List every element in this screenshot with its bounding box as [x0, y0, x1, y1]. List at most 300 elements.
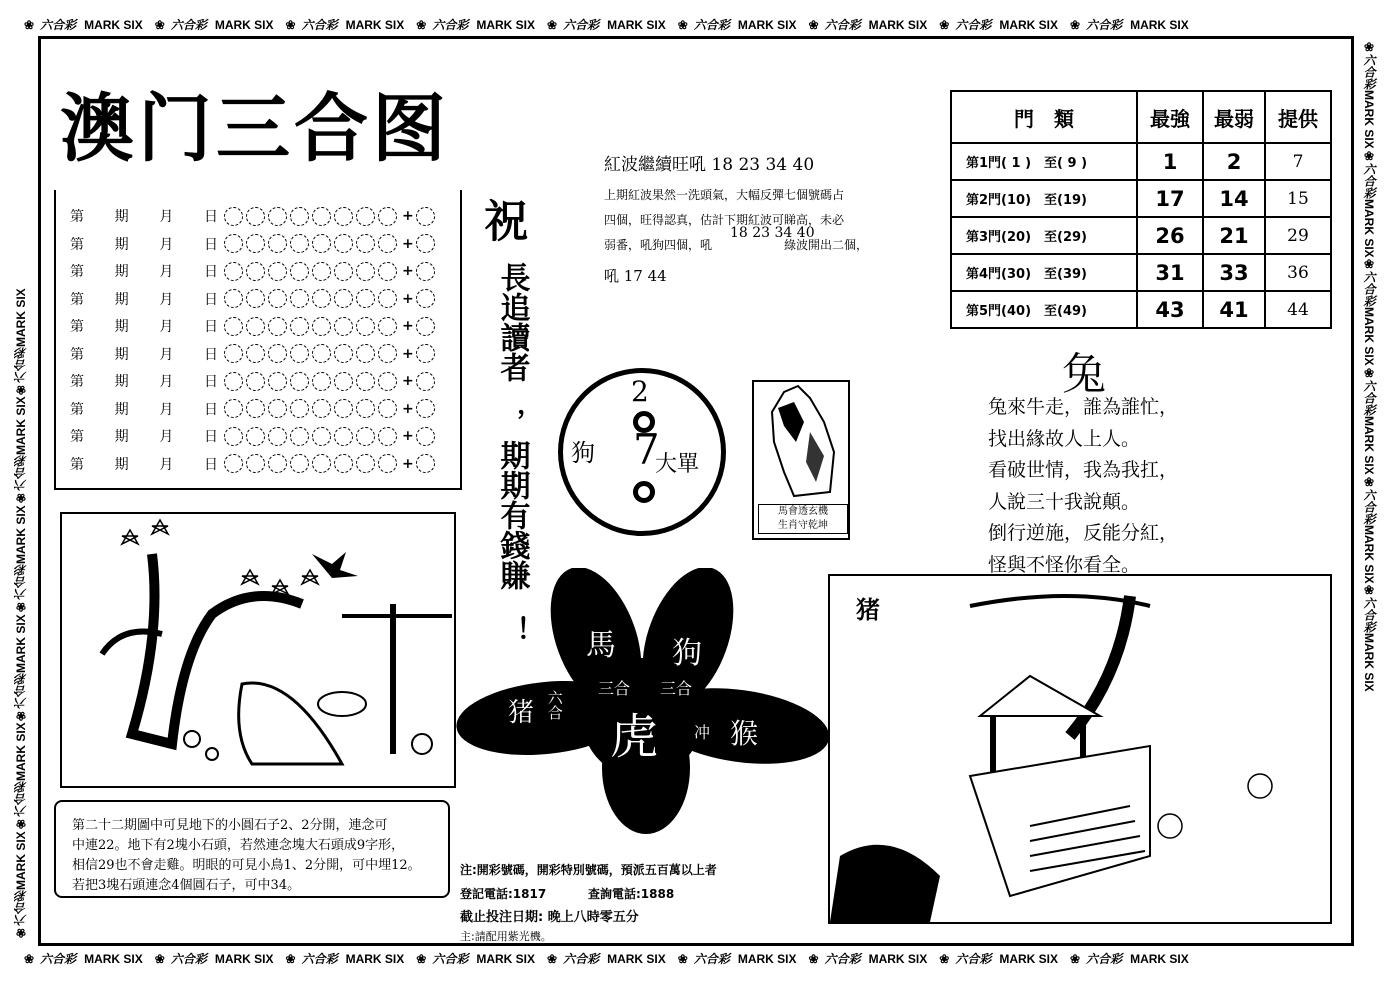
number-slot: [356, 317, 375, 336]
number-slot: [334, 234, 353, 253]
poem-line: 怪與不怪你看全。: [988, 553, 1141, 576]
border-brand-cn: 六合彩: [14, 672, 28, 709]
gate-weak: 41: [1203, 291, 1265, 328]
border-brand-cn: 六合彩: [1362, 271, 1376, 308]
border-brand-en: MARK SIX: [476, 18, 535, 32]
gate-table: [950, 90, 1332, 329]
plus-sign: +: [402, 318, 414, 334]
border-brand-cn: 六合彩: [824, 952, 861, 966]
border-brand-cn: 六合彩: [955, 18, 992, 32]
top-border: [18, 16, 1374, 36]
special-number-slot: [416, 399, 435, 418]
number-slot: [290, 262, 309, 281]
border-brand-en: MARK SIX: [737, 18, 797, 32]
number-slot: [378, 454, 397, 473]
draw-row-col4: 日: [203, 291, 218, 308]
draw-row-col4: 日: [203, 319, 218, 335]
number-slot: [378, 399, 397, 418]
draw-row-col1: 第: [70, 401, 84, 418]
border-brand-cn: 六合彩: [824, 18, 861, 32]
border-flower-icon: ❀: [24, 18, 35, 32]
draw-row: [70, 204, 438, 228]
horse-head-icon: [754, 382, 848, 504]
border-brand-en: MARK SIX: [999, 952, 1058, 966]
poem-line: 倒行逆施，反能分紅，: [988, 522, 1179, 544]
border-brand-en: MARK SIX: [1362, 198, 1376, 258]
tree-picture: [60, 512, 456, 788]
border-flower-icon: ❀: [939, 18, 950, 32]
number-slot: [356, 207, 375, 226]
number-slot: [224, 344, 243, 363]
number-slot: [246, 399, 265, 418]
left-border: [12, 40, 32, 940]
border-brand-en: MARK SIX: [476, 952, 535, 966]
draw-row-col3: 月: [159, 209, 174, 225]
draw-row: [70, 369, 438, 393]
gate-provide: 44: [1265, 291, 1331, 328]
number-slot: [246, 207, 265, 226]
pig-label: 猪: [856, 596, 880, 624]
draw-row-col2: 期: [114, 401, 129, 418]
border-brand-en: MARK SIX: [737, 952, 797, 966]
border-brand-en: MARK SIX: [345, 952, 405, 966]
draw-row-col3: 月: [159, 346, 174, 363]
number-slot: [224, 262, 243, 281]
number-slot: [268, 427, 287, 446]
border-brand-cn: 六合彩: [40, 952, 77, 966]
draw-row-label: [70, 289, 224, 309]
gate-weak: 33: [1203, 254, 1265, 291]
gate-strong: 17: [1137, 180, 1203, 217]
blessing-excl: ！: [498, 616, 532, 644]
border-brand-en: MARK SIX: [1362, 416, 1376, 475]
number-slot: [334, 454, 353, 473]
poem-line: 兔來牛走，誰為誰忙，: [988, 396, 1179, 418]
border-brand-cn: 六合彩: [1086, 18, 1123, 32]
gate-row: [951, 217, 1331, 254]
gate-weak: 2: [1203, 143, 1265, 180]
border-brand-en: MARK SIX: [1362, 90, 1376, 149]
border-brand-en: MARK SIX: [607, 18, 666, 32]
number-slot: [268, 372, 287, 391]
border-brand-cn: 六合彩: [432, 18, 469, 32]
plus-sign: +: [402, 373, 414, 389]
draw-row-col2: 期: [114, 264, 129, 280]
number-slot: [268, 454, 287, 473]
border-brand-en: MARK SIX: [14, 613, 28, 673]
border-brand-cn: 六合彩: [693, 952, 730, 966]
rabbit-heading: 兔: [1062, 349, 1106, 400]
draw-row: [70, 287, 438, 311]
border-brand-en: MARK SIX: [345, 18, 405, 32]
number-slot: [224, 372, 243, 391]
number-slot: [356, 372, 375, 391]
circle-dot-bottom: [633, 481, 655, 503]
border-brand-cn: 六合彩: [14, 890, 28, 926]
border-flower-icon: ❀: [1362, 40, 1376, 54]
number-slot: [378, 344, 397, 363]
draw-row-col1: 第: [70, 346, 84, 363]
number-slot: [246, 372, 265, 391]
red-wave-section: [604, 150, 894, 286]
gate-row: [951, 143, 1331, 180]
border-brand-cn: 六合彩: [301, 952, 338, 966]
number-slot: [268, 317, 287, 336]
number-slot: [378, 372, 397, 391]
draw-row-col2: 期: [114, 374, 129, 390]
number-slot: [378, 427, 397, 446]
border-brand-cn: 六合彩: [1362, 488, 1376, 525]
gate-label: 第5門(40) 至(49): [951, 291, 1137, 328]
draw-row-col3: 月: [159, 374, 174, 390]
border-flower-icon: ❀: [547, 18, 558, 32]
border-flower-icon: ❀: [14, 817, 28, 832]
draw-row-col1: 第: [70, 291, 84, 308]
red-wave-body2: 四個，旺得認真，估計下期紅波可睇高，未必: [604, 213, 845, 228]
footnote: 主:請配用紫光機。: [460, 930, 552, 943]
draw-row-col3: 月: [159, 429, 174, 445]
number-slot: [356, 289, 375, 308]
border-flower-icon: ❀: [24, 952, 35, 966]
number-slot: [224, 289, 243, 308]
contact-info: [460, 858, 717, 944]
draw-row-col3: 月: [159, 456, 174, 473]
header-strong: 最強: [1137, 91, 1203, 143]
draw-row-label: [70, 261, 224, 281]
special-number-slot: [416, 372, 435, 391]
gate-strong: 26: [1137, 217, 1203, 254]
gate-row: [951, 180, 1331, 217]
border-brand-en: MARK SIX: [1130, 952, 1189, 966]
border-brand-cn: 六合彩: [170, 18, 207, 32]
number-slot: [246, 262, 265, 281]
plus-sign: +: [402, 263, 414, 279]
number-slot: [312, 427, 331, 446]
draw-row: [70, 342, 438, 366]
draw-row-col2: 期: [114, 346, 129, 363]
deadline: 截止投注日期: 晚上八時零五分: [460, 910, 639, 925]
plus-sign: +: [402, 235, 414, 252]
page-title: 澳门三合图: [60, 86, 450, 172]
hint-note: [54, 800, 450, 898]
flower-dog: 狗: [672, 636, 702, 671]
border-brand-en: MARK SIX: [1362, 524, 1376, 584]
border-brand-cn: 六合彩: [955, 952, 992, 966]
draw-row-col1: 第: [70, 264, 84, 280]
border-brand-en: MARK SIX: [84, 18, 143, 32]
border-flower-icon: ❀: [808, 18, 819, 32]
border-flower-icon: ❀: [285, 952, 296, 966]
query-phone: 查詢電話:1888: [587, 887, 675, 901]
number-slot: [356, 454, 375, 473]
dog-circle: [558, 368, 726, 536]
gate-provide: 29: [1265, 217, 1331, 254]
gate-strong: 43: [1137, 291, 1203, 328]
border-brand-cn: 六合彩: [1362, 54, 1376, 90]
note-line2: 中連22。地下有2塊小石頭，若然連念塊大石頭成9字形，: [72, 838, 405, 853]
note-line1: 第二十二期圖中可見地下的小圓石子2、2分開，連念可: [72, 818, 388, 833]
draw-row-col2: 期: [114, 236, 129, 253]
number-slot: [246, 454, 265, 473]
red-wave-body1: 上期紅波果然一洗頭氣，大幅反彈七個號碼占: [604, 188, 845, 202]
blessing-line2: 期期有錢賺: [494, 440, 530, 590]
number-slot: [334, 427, 353, 446]
header-gate: 門 類: [951, 91, 1137, 143]
number-slot: [268, 344, 287, 363]
number-slot: [312, 399, 331, 418]
gate-provide: 36: [1265, 254, 1331, 291]
draw-row: [70, 397, 438, 421]
number-slot: [224, 234, 243, 253]
draw-row-col4: 日: [203, 429, 218, 445]
border-brand-cn: 六合彩: [693, 18, 730, 32]
note-line4: 若把3塊石頭連念4個圓石子，可中34。: [72, 878, 301, 893]
border-flower-icon: ❀: [1362, 474, 1376, 489]
flower-horse: 馬: [586, 628, 616, 663]
border-flower-icon: ❀: [154, 18, 165, 32]
number-slot: [312, 372, 331, 391]
number-slot: [312, 207, 331, 226]
header-weak: 最弱: [1203, 91, 1265, 143]
poem-line: 找出緣故人上人。: [988, 427, 1141, 450]
border-flower-icon: ❀: [285, 18, 296, 32]
border-flower-icon: ❀: [14, 382, 28, 397]
number-slot: [290, 399, 309, 418]
border-flower-icon: ❀: [939, 952, 950, 966]
number-slot: [356, 399, 375, 418]
number-slot: [224, 427, 243, 446]
flower-sanhe1: 三合: [598, 679, 631, 698]
border-flower-icon: ❀: [416, 18, 427, 32]
border-brand-en: MARK SIX: [607, 952, 666, 966]
draw-row-col4: 日: [203, 346, 218, 363]
border-brand-en: MARK SIX: [868, 18, 928, 32]
border-brand-cn: 六合彩: [432, 952, 469, 966]
border-brand-en: MARK SIX: [868, 952, 928, 966]
flower-monkey: 猴: [730, 717, 759, 750]
number-slot: [290, 372, 309, 391]
plus-sign: +: [402, 345, 414, 362]
border-flower-icon: ❀: [547, 952, 558, 966]
number-slot: [334, 344, 353, 363]
horse-picture: [752, 380, 850, 540]
number-slot: [290, 207, 309, 226]
red-wave-body3: 弱番，吼狗四個，吼 綠波開出二個， 18 23 34 40: [604, 233, 894, 258]
number-slot: [246, 289, 265, 308]
flower-tiger: 虎: [610, 709, 659, 765]
draw-row-label: [70, 399, 224, 419]
blessing-comma: ，: [495, 408, 526, 434]
poem-line: 看破世情，我為我扛，: [988, 459, 1179, 481]
plus-sign: +: [402, 290, 414, 307]
number-slot: [378, 317, 397, 336]
number-slot: [334, 207, 353, 226]
border-flower-icon: ❀: [1362, 148, 1376, 163]
border-flower-icon: ❀: [1070, 18, 1081, 32]
draw-row-col4: 日: [203, 401, 218, 418]
number-slot: [290, 454, 309, 473]
number-slot: [312, 344, 331, 363]
number-slot: [334, 262, 353, 281]
number-slot: [224, 399, 243, 418]
border-brand-en: MARK SIX: [999, 18, 1058, 32]
special-number-slot: [416, 234, 435, 253]
border-flower-icon: ❀: [808, 952, 819, 966]
gate-strong: 1: [1137, 143, 1203, 180]
gate-weak: 21: [1203, 217, 1265, 254]
red-wave-numbers: 18 23 34 40: [711, 155, 815, 175]
contact-phones: [460, 882, 717, 906]
border-flower-icon: ❀: [677, 952, 688, 966]
number-slot: [334, 399, 353, 418]
special-number-slot: [416, 344, 435, 363]
number-slot: [290, 289, 309, 308]
number-slot: [312, 234, 331, 253]
number-slot: [334, 372, 353, 391]
border-flower-icon: ❀: [154, 952, 165, 966]
border-brand-cn: 六合彩: [563, 18, 600, 32]
number-slot: [334, 289, 353, 308]
number-slot: [378, 289, 397, 308]
border-flower-icon: ❀: [1362, 583, 1376, 598]
gate-label: 第3門(20) 至(29): [951, 217, 1137, 254]
circle-animal: 狗: [571, 439, 595, 467]
draw-row: [70, 232, 438, 256]
contact-line1: 注:開彩號碼，開彩特別號碼，預派五百萬以上者: [460, 863, 717, 877]
number-slot: [246, 234, 265, 253]
number-slot: [356, 427, 375, 446]
gate-row: [951, 254, 1331, 291]
gate-weak: 14: [1203, 180, 1265, 217]
draw-row: [70, 424, 438, 448]
draw-row-col2: 期: [114, 209, 129, 225]
number-slot: [268, 289, 287, 308]
gate-row: [951, 291, 1331, 328]
draw-record-grid: [54, 190, 462, 490]
border-brand-en: MARK SIX: [14, 831, 28, 890]
border-brand-cn: 六合彩: [301, 18, 338, 32]
draw-row-col2: 期: [114, 291, 129, 308]
plus-sign: +: [402, 428, 414, 444]
draw-row: [70, 259, 438, 283]
draw-row: [70, 314, 438, 338]
border-flower-icon: ❀: [14, 926, 28, 940]
border-brand-cn: 六合彩: [563, 952, 600, 966]
border-brand-en: MARK SIX: [14, 505, 28, 564]
number-slot: [290, 317, 309, 336]
draw-row-col1: 第: [70, 236, 84, 253]
gate-label: 第2門(10) 至(19): [951, 180, 1137, 217]
border-brand-en: MARK SIX: [14, 722, 28, 782]
border-flower-icon: ❀: [14, 599, 28, 614]
border-brand-en: MARK SIX: [84, 952, 143, 966]
draw-row-col3: 月: [159, 291, 174, 308]
border-brand-en: MARK SIX: [214, 18, 274, 32]
horse-caption: 馬會透玄機 生肖守乾坤: [758, 504, 848, 534]
draw-row-col1: 第: [70, 456, 84, 473]
draw-row-label: [70, 454, 224, 474]
number-slot: [290, 344, 309, 363]
plus-sign: +: [402, 208, 414, 224]
number-slot: [312, 262, 331, 281]
number-slot: [268, 234, 287, 253]
border-flower-icon: ❀: [14, 708, 28, 723]
gate-label: 第4門(30) 至(39): [951, 254, 1137, 291]
poem-line: 人說三十我說顛。: [988, 490, 1141, 513]
border-brand-cn: 六合彩: [1362, 380, 1376, 417]
draw-row-col1: 第: [70, 319, 84, 335]
red-wave-body4: 吼 17 44: [604, 266, 667, 285]
draw-row-label: [70, 206, 224, 226]
border-flower-icon: ❀: [1362, 257, 1376, 272]
flower-chong: 冲: [694, 723, 711, 742]
border-flower-icon: ❀: [1362, 366, 1376, 381]
number-slot: [356, 262, 375, 281]
draw-row-label: [70, 344, 224, 364]
border-brand-en: MARK SIX: [14, 287, 28, 347]
special-number-slot: [416, 427, 435, 446]
border-brand-en: MARK SIX: [1130, 18, 1189, 32]
draw-row-col3: 月: [159, 319, 174, 335]
border-brand-cn: 六合彩: [14, 346, 28, 383]
number-slot: [290, 427, 309, 446]
number-slot: [224, 454, 243, 473]
draw-row-label: [70, 234, 224, 254]
draw-row-col1: 第: [70, 429, 84, 445]
pig-picture: [828, 574, 1332, 924]
border-flower-icon: ❀: [677, 18, 688, 32]
draw-row-col1: 第: [70, 374, 84, 390]
draw-row-col2: 期: [114, 456, 129, 473]
border-brand-cn: 六合彩: [1086, 952, 1123, 966]
draw-row-col4: 日: [203, 374, 218, 390]
number-slot: [312, 317, 331, 336]
plus-sign: +: [402, 400, 414, 417]
draw-row-col2: 期: [114, 319, 129, 335]
number-slot: [312, 454, 331, 473]
right-border: [1358, 40, 1378, 940]
flower-pig: 猪: [508, 698, 535, 728]
number-slot: [268, 207, 287, 226]
plus-sign: +: [402, 455, 414, 472]
circle-top-digit: 2: [631, 375, 649, 408]
number-slot: [268, 399, 287, 418]
blessing-zhu: 祝: [476, 198, 528, 242]
draw-row-col2: 期: [114, 429, 129, 445]
number-slot: [268, 262, 287, 281]
tree-scene-icon: [62, 514, 454, 786]
number-slot: [312, 289, 331, 308]
number-slot: [378, 262, 397, 281]
border-brand-en: MARK SIX: [1362, 633, 1376, 693]
border-brand-cn: 六合彩: [14, 455, 28, 492]
gate-label: 第1門( 1 ) 至( 9 ): [951, 143, 1137, 180]
draw-row-col3: 月: [159, 236, 174, 253]
number-slot: [378, 234, 397, 253]
border-brand-en: MARK SIX: [214, 952, 274, 966]
number-slot: [246, 427, 265, 446]
red-wave-numbers2: 18 23 34 40: [730, 225, 815, 242]
number-slot: [356, 234, 375, 253]
draw-row-col4: 日: [203, 456, 218, 473]
border-brand-cn: 六合彩: [14, 781, 28, 818]
border-flower-icon: ❀: [14, 491, 28, 506]
border-brand-cn: 六合彩: [1362, 162, 1376, 199]
border-brand-cn: 六合彩: [14, 563, 28, 600]
number-slot: [356, 344, 375, 363]
red-wave-headline: 紅波繼續旺吼 18 23 34 40: [604, 155, 815, 175]
draw-row: [70, 452, 438, 476]
